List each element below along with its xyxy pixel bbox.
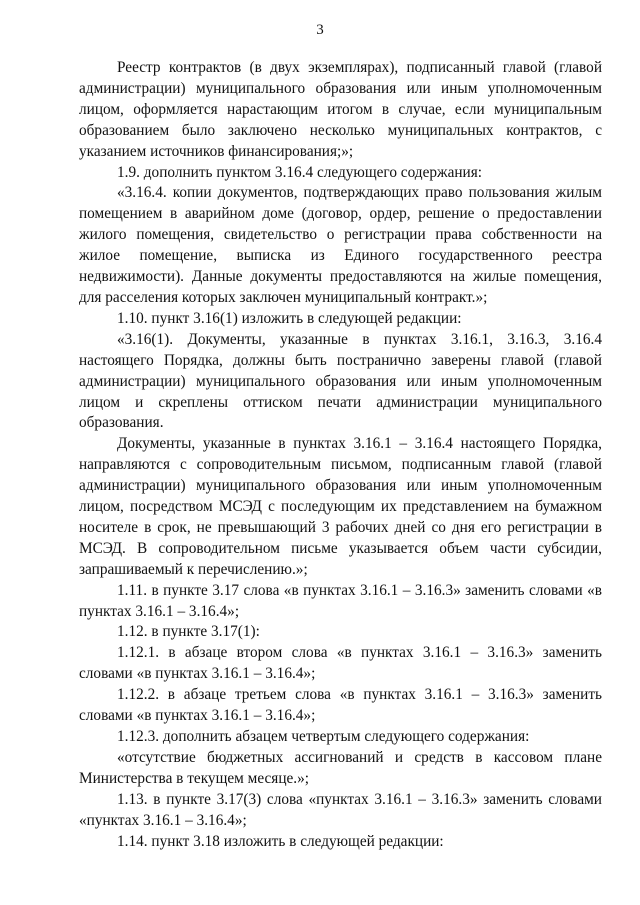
page-number: 3 [316,22,324,38]
paragraph: 1.10. пункт 3.16(1) изложить в следующей редакции: [117,309,462,327]
paragraph: 1.14. пункт 3.18 изложить в следующей редакции: [117,832,444,850]
paragraph: «3.16.4. копии документов, подтверждающих право пользования жилым помещением в аварийном доме (договор, ордер, решение о предоставлении жилого помещения, свидетельство о регистрации права собственности на жилое помещение, выписка из Единого государственного реестра недвижимости). Данные документы предоставляются на жилые помещения, для расселения которых заключен муниципальный контракт.»; [79,184,602,306]
paragraph: Документы, указанные в пунктах 3.16.1 – 3.16.4 настоящего Порядка, направляются с сопроводительным письмом, подписанным главой (главой администрации) муниципального образования или иным уполномоченным лицом, посредством МСЭД с последующим их представлением на бумажном носителе в срок, не превышающий 3 рабочих дней со дня его регистрации в МСЭД. В сопроводительном письме указывается объем части субсидии, запрашиваемый к перечислению.»; [79,435,602,578]
paragraph: Реестр контрактов (в двух экземплярах), подписанный главой (главой администрации) муниципального образования или иным уполномоченным лицом, оформляется нарастающим итогом в случае, если муниципальным образованием было заключено несколько муниципальных контрактов, с указанием источников финансирования;»; [79,59,602,160]
paragraph: 1.13. в пункте 3.17(3) слова «пунктах 3.16.1 – 3.16.3» заменить словами «пунктах 3.16.1 – 3.16.4»; [79,790,602,829]
paragraph: «3.16(1). Документы, указанные в пунктах 3.16.1, 3.16.3, 3.16.4 настоящего Порядка, должны быть постранично заверены главой (главой администрации) муниципального образования или иным уполномоченным лицом и скреплены оттиском печати администрации муниципального образования. [79,330,602,432]
document-body [79,58,602,852]
paragraph: 1.9. дополнить пунктом 3.16.4 следующего содержания: [117,163,483,181]
paragraph: 1.12. в пункте 3.17(1): [117,623,260,641]
paragraph: 1.12.2. в абзаце третьем слова «в пунктах 3.16.1 – 3.16.3» заменить словами «в пунктах 3.16.1 – 3.16.4»; [79,686,602,725]
paragraph: 1.12.1. в абзаце втором слова «в пунктах 3.16.1 – 3.16.3» заменить словами «в пунктах 3.16.1 – 3.16.4»; [79,644,602,683]
paragraph: 1.12.3. дополнить абзацем четвертым следующего содержания: [117,728,530,745]
paragraph: 1.11. в пункте 3.17 слова «в пунктах 3.16.1 – 3.16.3» заменить словами «в пунктах 3.16.1 – 3.16.4»; [79,581,602,620]
paragraph: «отсутствие бюджетных ассигнований и средств в кассовом плане Министерства в текущем месяце.»; [79,748,602,787]
